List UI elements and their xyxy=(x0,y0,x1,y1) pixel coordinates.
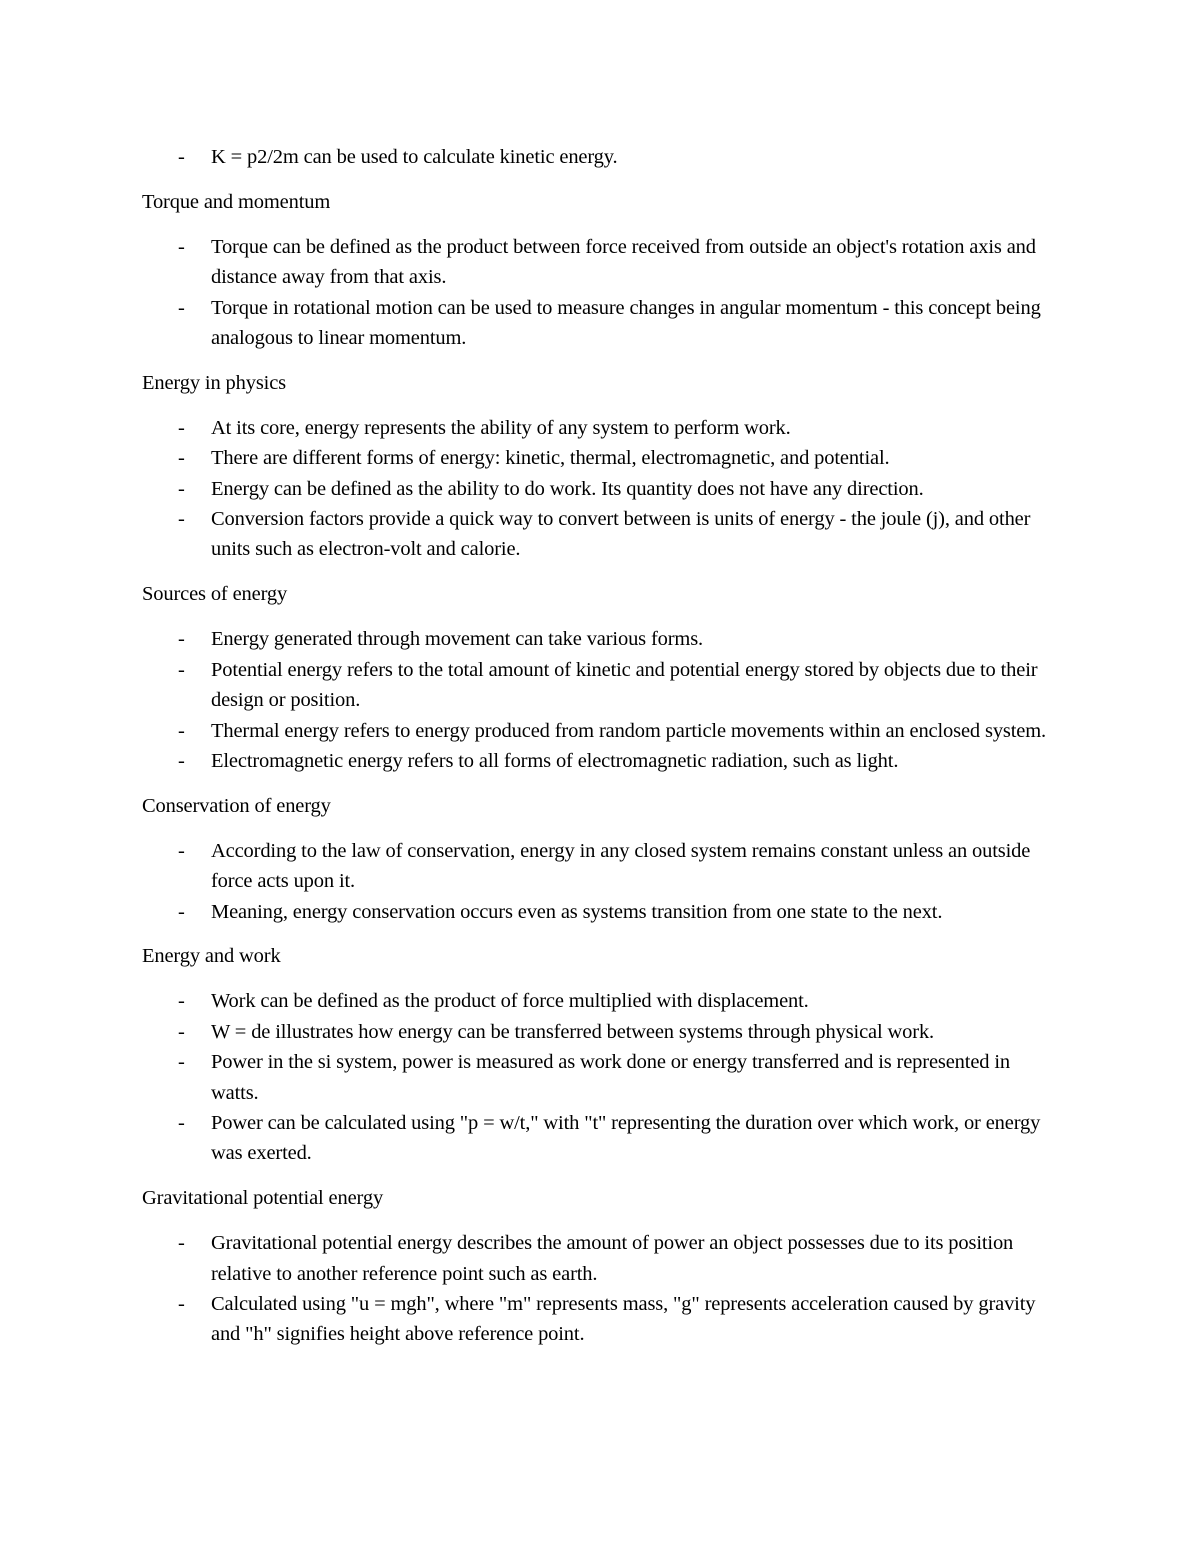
dash-marker: - xyxy=(178,839,185,862)
section-heading-conservation-of-energy: Conservation of energy xyxy=(142,794,331,817)
section-heading-sources-of-energy: Sources of energy xyxy=(142,583,288,606)
list-item xyxy=(142,413,1061,443)
list-item xyxy=(142,293,1061,354)
list-item xyxy=(142,836,1061,897)
list-item xyxy=(142,443,1061,473)
list-item xyxy=(142,474,1061,504)
list-item xyxy=(142,142,1061,172)
dash-marker: - xyxy=(178,1020,185,1043)
dash-marker: - xyxy=(178,749,185,772)
dash-marker: - xyxy=(178,296,185,319)
list-item-text: K = p2/2m can be used to calculate kinetic energy. xyxy=(211,146,618,168)
list-item xyxy=(142,1289,1061,1350)
list-item-text: Thermal energy refers to energy produced from random particle movements within an enclosed system. xyxy=(211,719,1047,742)
list-item xyxy=(142,716,1061,746)
list-item xyxy=(142,746,1061,776)
list-item xyxy=(142,1047,1061,1108)
dash-marker: - xyxy=(178,628,185,651)
list-item xyxy=(142,986,1061,1016)
list-item-text: Energy can be defined as the ability to do work. Its quantity does not have any direction. xyxy=(211,477,924,500)
dash-marker: - xyxy=(178,1051,185,1074)
intro-list xyxy=(142,142,1080,172)
section-list-sources-of-energy xyxy=(142,624,1080,776)
dash-marker: - xyxy=(178,1111,185,1134)
list-item-text: Work can be defined as the product of force multiplied with displacement. xyxy=(211,990,809,1013)
dash-marker: - xyxy=(178,719,185,742)
list-item-text: At its core, energy represents the ability of any system to perform work. xyxy=(211,416,791,439)
list-item xyxy=(142,624,1061,654)
list-item xyxy=(142,1108,1061,1169)
dash-marker: - xyxy=(178,658,185,681)
list-item-text: Gravitational potential energy describes the amount of power an object possesses due to its position relative to another reference point such as earth. xyxy=(211,1232,1014,1285)
list-item xyxy=(142,897,1061,927)
dash-marker: - xyxy=(178,1293,185,1315)
list-item-text: Energy generated through movement can take various forms. xyxy=(211,628,704,651)
list-item xyxy=(142,655,1061,716)
list-item-text: Torque in rotational motion can be used to measure changes in angular momentum - this concept being analogous to linear momentum. xyxy=(211,296,1041,350)
list-item-text: Meaning, energy conservation occurs even as systems transition from one state to the next. xyxy=(211,900,943,923)
list-item-text: Potential energy refers to the total amount of kinetic and potential energy stored by objects due to their design or position. xyxy=(211,658,1038,712)
dash-marker: - xyxy=(178,900,185,923)
section-heading-energy-in-physics: Energy in physics xyxy=(142,371,286,394)
list-item-text: Electromagnetic energy refers to all forms of electromagnetic radiation, such as light. xyxy=(211,749,899,772)
section-list-conservation-of-energy xyxy=(142,836,1080,927)
list-item-text: Torque can be defined as the product between force received from outside an object's rotation axis and distance away from that axis. xyxy=(211,235,1036,289)
section-list-torque-and-momentum xyxy=(142,232,1080,354)
section-heading-gravitational-potential-energy: Gravitational potential energy xyxy=(142,1187,384,1210)
document-body xyxy=(142,142,1080,1350)
dash-marker: - xyxy=(178,416,185,439)
list-item-text: Conversion factors provide a quick way to convert between is units of energy - the joule (j), and other units such as electron-volt and calorie. xyxy=(211,508,1031,561)
list-item xyxy=(142,504,1061,565)
section-heading-torque-and-momentum: Torque and momentum xyxy=(142,190,331,213)
list-item-text: Calculated using "u = mgh", where "m" represents mass, "g" represents acceleration caused by gravity and "h" signifies height above reference point. xyxy=(211,1293,1036,1346)
list-item-text: W = de illustrates how energy can be transferred between systems through physical work. xyxy=(211,1020,935,1043)
list-item-text: There are different forms of energy: kinetic, thermal, electromagnetic, and potential. xyxy=(211,447,890,470)
section-list-energy-and-work xyxy=(142,986,1080,1168)
dash-marker: - xyxy=(178,508,185,531)
list-item xyxy=(142,1228,1061,1289)
section-list-gravitational-potential-energy xyxy=(142,1228,1080,1350)
dash-marker: - xyxy=(178,146,185,168)
list-item-text: Power in the si system, power is measured as work done or energy transferred and is represented in watts. xyxy=(211,1051,1010,1104)
section-heading-energy-and-work: Energy and work xyxy=(142,945,281,968)
list-item-text: Power can be calculated using "p = w/t," with "t" representing the duration over which work, or energy was exerted. xyxy=(211,1111,1041,1165)
dash-marker: - xyxy=(178,477,185,500)
dash-marker: - xyxy=(178,1232,185,1255)
section-list-energy-in-physics xyxy=(142,413,1080,565)
dash-marker: - xyxy=(178,990,185,1013)
list-item xyxy=(142,232,1061,293)
list-item xyxy=(142,1017,1061,1047)
dash-marker: - xyxy=(178,447,185,470)
list-item-text: According to the law of conservation, energy in any closed system remains constant unless an outside force acts upon it. xyxy=(211,839,1031,893)
dash-marker: - xyxy=(178,235,185,258)
